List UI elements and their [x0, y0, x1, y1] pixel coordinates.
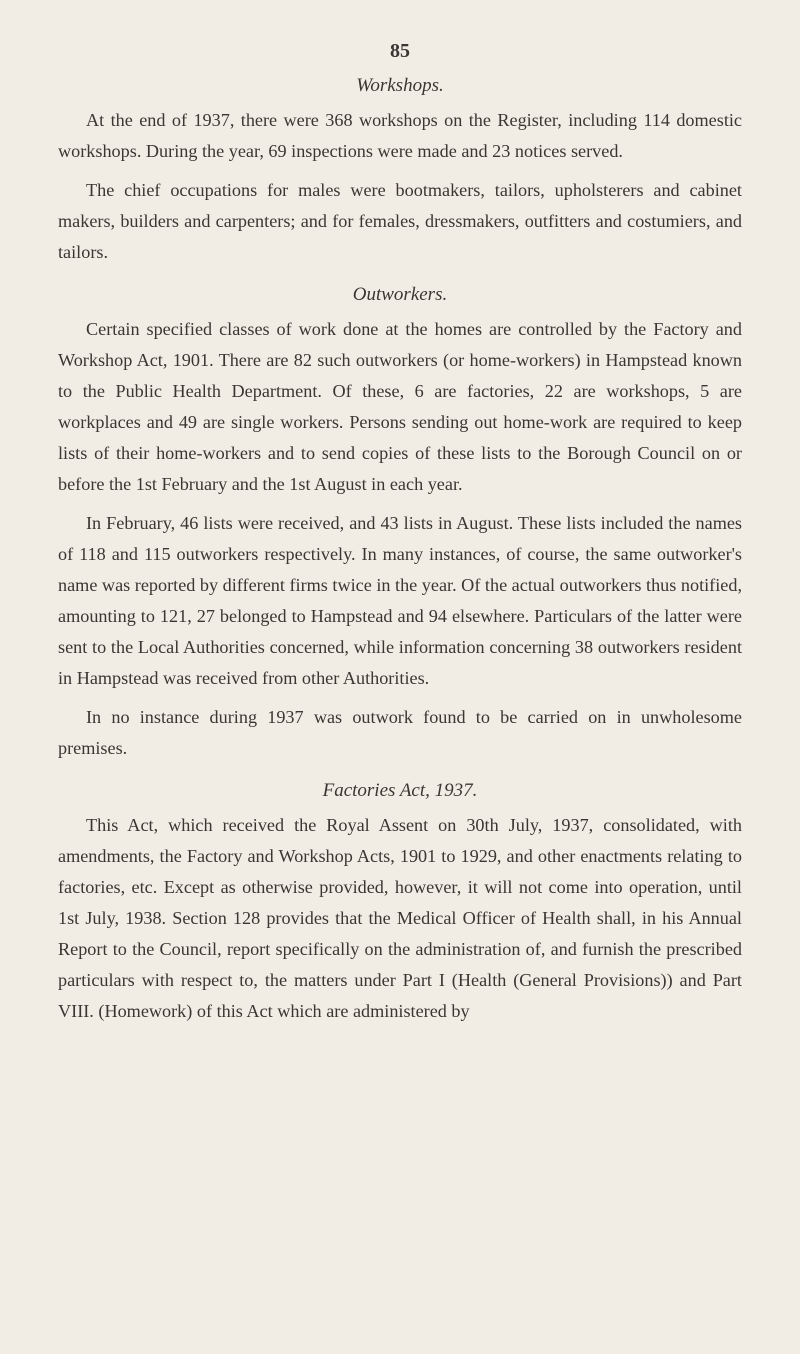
paragraph: At the end of 1937, there were 368 workshops on the Register, including 114 domestic workshops. During the year, 69 inspections were made and 23 notices served. [58, 110, 742, 161]
paragraph: This Act, which received the Royal Assent on 30th July, 1937, consolidated, with amendments, the Factory and Workshop Acts, 1901 to 1929, and other enactments relating to factories, etc. Except as otherwise provided, however, it will not come into operation, until 1st July, 1938. Section 128 provides that the Medical Officer of Health shall, in his Annual Report to the Council, report specifically on the administration of, and furnish the prescribed particulars with respect to, the matters under Part I (Health (General Provisions)) and Part VIII. (Homework) of this Act which are administered by [58, 815, 742, 1021]
section-heading-workshops: Workshops. [356, 75, 444, 96]
section-heading-outworkers: Outworkers. [352, 284, 448, 305]
paragraph: The chief occupations for males were bootmakers, tailors, upholsterers and cabinet makers, builders and carpenters; and for females, dressmakers, outfitters and costumiers, and tailors. [58, 180, 742, 262]
paragraph: Certain specified classes of work done at the homes are controlled by the Factory and Workshop Act, 1901. There are 82 such outworkers (or home-workers) in Hampstead known to the Public Health Department. Of these, 6 are factories, 22 are workshops, 5 are workplaces and 49 are single workers. Persons sending out home-work are required to keep lists of their home-workers and to send copies of these lists to the Borough Council on or before the 1st February and the 1st August in each year. [58, 319, 742, 494]
page-number: 85 [390, 40, 410, 62]
section-heading-factories-act: Factories Act, 1937. [322, 780, 478, 801]
paragraph: In February, 46 lists were received, and 43 lists in August. These lists included the names of 118 and 115 outworkers respectively. In many instances, of course, the same outworker's name was reported by different firms twice in the year. Of the actual outworkers thus notified, amounting to 121, 27 belonged to Hampstead and 94 elsewhere. Particulars of the latter were sent to the Local Authorities concerned, while information concerning 38 outworkers resident in Hampstead was received from other Authorities. [58, 513, 743, 688]
paragraph: In no instance during 1937 was outwork found to be carried on in unwholesome premises. [58, 707, 742, 758]
